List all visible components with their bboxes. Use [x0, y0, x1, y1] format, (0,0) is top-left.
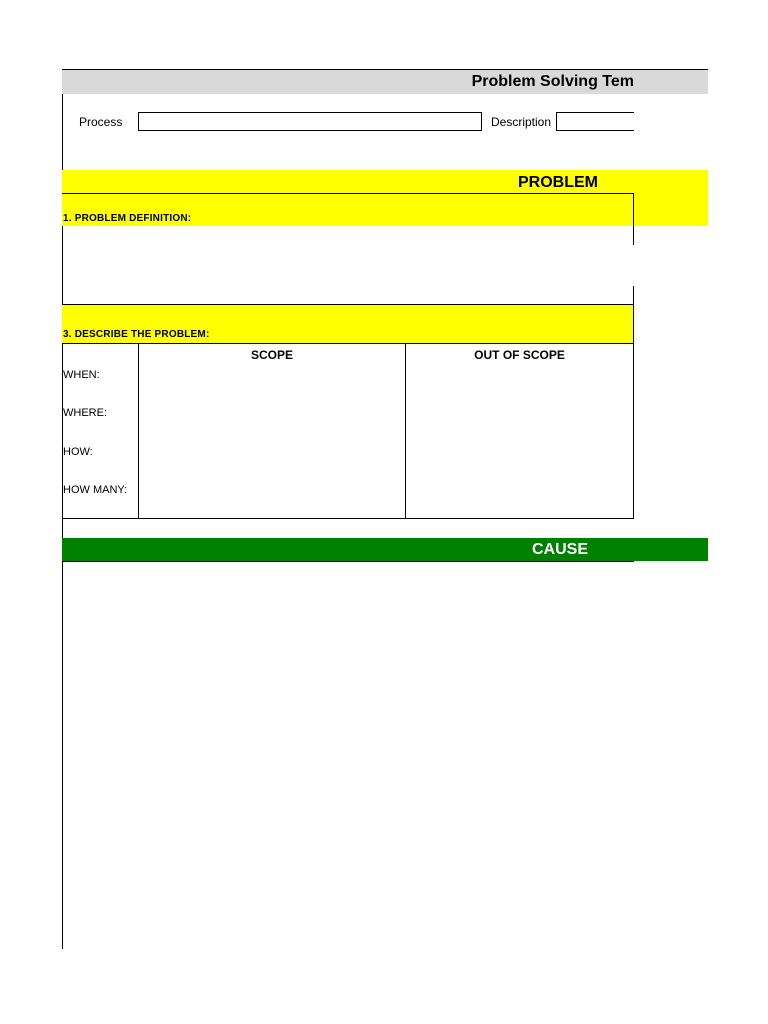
describe-problem-label: 3. DESCRIBE THE PROBLEM:: [63, 329, 210, 340]
problem-band-rule: [62, 193, 634, 194]
scope-cell[interactable]: [139, 360, 405, 518]
row-label-where: WHERE:: [63, 407, 107, 419]
scope-column-header: SCOPE: [250, 348, 293, 362]
cause-band: [62, 538, 708, 561]
problem-definition-label: 1. PROBLEM DEFINITION:: [63, 213, 192, 224]
row-label-how: HOW:: [63, 446, 93, 458]
process-label: Process: [79, 115, 123, 129]
describe-table-right-border: [633, 304, 634, 519]
out-of-scope-cell[interactable]: [406, 360, 633, 518]
definition-area-right-border: [633, 286, 634, 304]
page-title: Problem Solving Tem: [471, 73, 634, 90]
cause-section-title: CAUSE: [532, 541, 589, 558]
problem-section-title: PROBLEM: [518, 174, 598, 191]
description-label: Description: [491, 115, 552, 129]
out-of-scope-column-header: OUT OF SCOPE: [474, 348, 565, 362]
scope-table-bottom-rule: [62, 518, 634, 519]
row-label-when: WHEN:: [63, 369, 100, 381]
describe-band-bottom-rule: [62, 343, 634, 344]
describe-band-top-rule: [62, 304, 634, 305]
cause-band-bottom-rule: [62, 561, 634, 562]
problem-definition-right-border: [633, 193, 634, 245]
process-field[interactable]: [138, 112, 482, 131]
description-field[interactable]: [556, 112, 634, 131]
row-label-how-many: HOW MANY:: [63, 484, 128, 496]
